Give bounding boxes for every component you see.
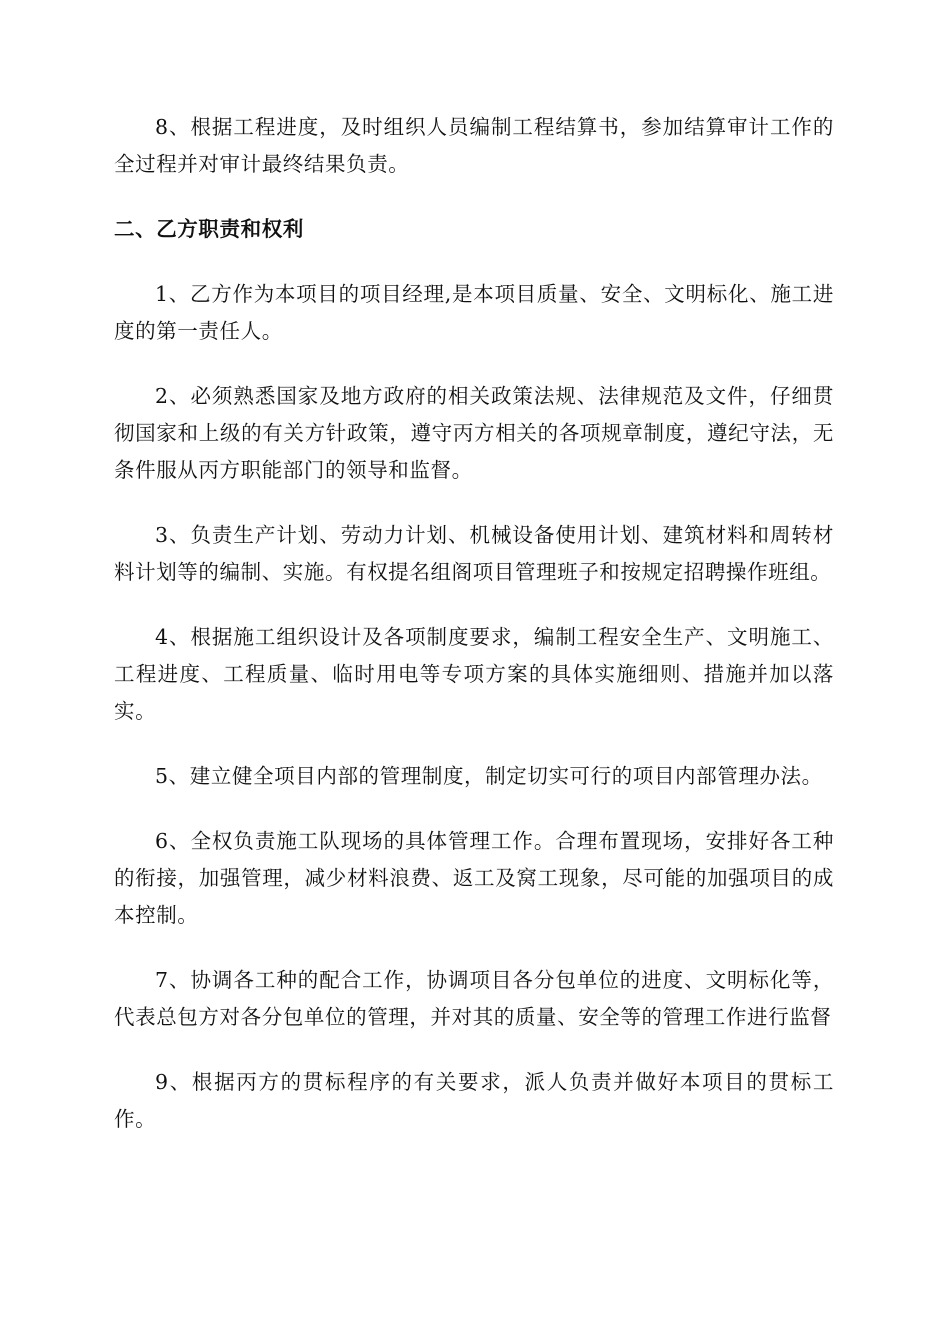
paragraph-item-5: 5、建立健全项目内部的管理制度，制定切实可行的项目内部管理办法。 <box>155 764 823 788</box>
paragraph-item-8: 8、根据工程进度，及时组织人员编制工程结算书，参加结算审计工作的全过程并对审计最终结果负责。 <box>114 115 834 176</box>
paragraph-item-4: 4、根据施工组织设计及各项制度要求，编制工程安全生产、文明施工、工程进度、工程质量、临时用电等专项方案的具体实施细则、措施并加以落实。 <box>114 625 834 723</box>
paragraph-item-2: 2、必须熟悉国家及地方政府的相关政策法规、法律规范及文件，仔细贯彻国家和上级的有关方针政策，遵守丙方相关的各项规章制度，遵纪守法，无条件服从丙方职能部门的领导和监督。 <box>114 384 834 482</box>
paragraph-item-3: 3、负责生产计划、劳动力计划、机械设备使用计划、建筑材料和周转材料计划等的编制、实施。有权提名组阁项目管理班子和按规定招聘操作班组。 <box>114 523 834 584</box>
paragraph-item-1: 1、乙方作为本项目的项目经理,是本项目质量、安全、文明标化、施工进度的第一责任人。 <box>114 282 834 343</box>
paragraph-item-7: 7、协调各工种的配合工作，协调项目各分包单位的进度、文明标化等，代表总包方对各分包单位的管理，并对其的质量、安全等的管理工作进行监督 <box>114 968 834 1029</box>
paragraph-item-9: 9、根据丙方的贯标程序的有关要求，派人负责并做好本项目的贯标工作。 <box>114 1070 834 1131</box>
document-body <box>114 109 834 1166</box>
section-heading: 二、乙方职责和权利 <box>114 217 304 241</box>
paragraph-item-6: 6、全权负责施工队现场的具体管理工作。合理布置现场，安排好各工种的衔接，加强管理，减少材料浪费、返工及窝工现象，尽可能的加强项目的成本控制。 <box>114 829 834 927</box>
